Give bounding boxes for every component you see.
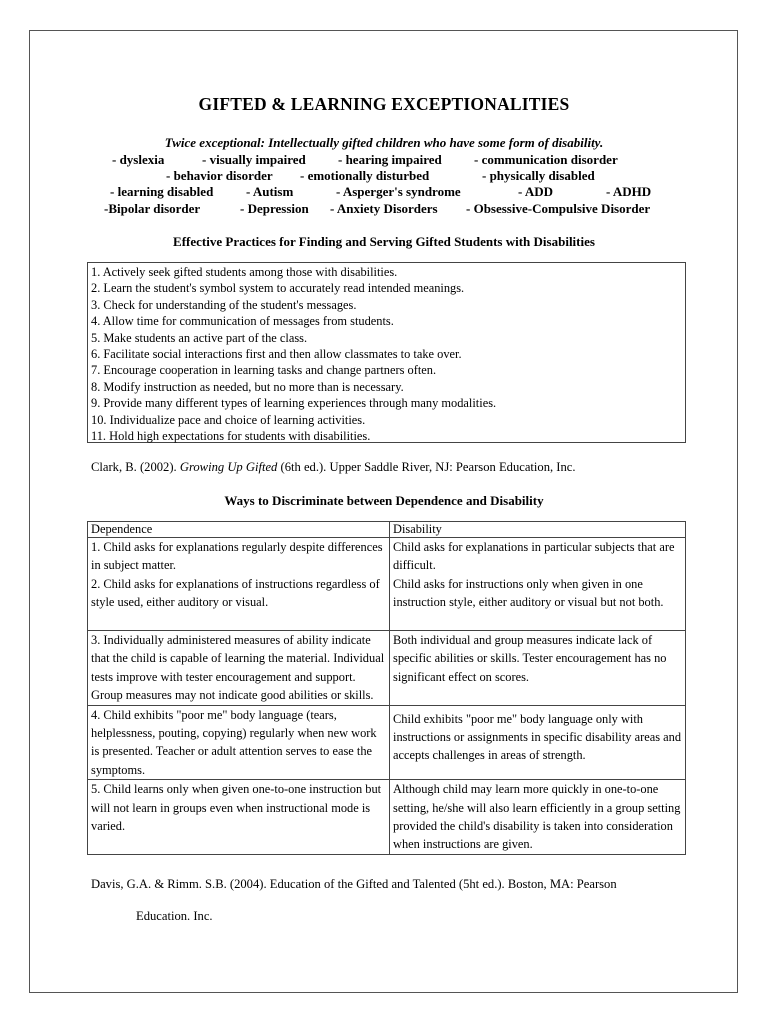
dependence-cell: 1. Child asks for explanations regularly despite differences in subject matter. 2. Child asks for explanations of instructions regardless of style used, either auditory or visual.: [88, 538, 390, 631]
disability-item: - behavior disorder: [166, 168, 273, 183]
citation-davis-line2: Education. Inc.: [136, 909, 213, 923]
citation-clark-publisher: (6th ed.). Upper Saddle River, NJ: Pearson Education, Inc.: [277, 460, 576, 474]
disability-item: - Obsessive-Compulsive Disorder: [466, 201, 651, 216]
table-row: [88, 705, 686, 780]
disability-item: - Depression: [240, 201, 309, 216]
practices-list: [87, 262, 686, 443]
disability-cell: Child asks for explanations in particular subjects that are difficult. Child asks for instructions only when given in one instruction style, either auditory or visual but not both.: [390, 538, 686, 631]
practice-item: 8. Modify instruction as needed, but no more than is necessary.: [91, 379, 404, 394]
practice-item: 2. Learn the student's symbol system to accurately read intended meanings.: [91, 281, 465, 296]
dependence-disability-table: [87, 521, 686, 855]
citation-clark: [91, 460, 576, 475]
citation-davis-line1: Davis, G.A. & Rimm. S.B. (2004). Education of the Gifted and Talented (5ht ed.). Boston, MA: Pearson: [91, 877, 617, 891]
practice-item: 11. Hold high expectations for students with disabilities.: [91, 429, 371, 444]
practices-heading: Effective Practices for Finding and Serving Gifted Students with Disabilities: [173, 234, 595, 249]
disability-item: - visually impaired: [202, 152, 306, 167]
practice-item: 6. Facilitate social interactions first and then allow classmates to take over.: [91, 347, 462, 362]
disability-row-1: [0, 152, 768, 169]
disability-item: - emotionally disturbed: [300, 168, 430, 183]
dependence-cell: 4. Child exhibits "poor me" body language (tears, helplessness, pouting, copying) regularly when new work is presented. Teacher or adult attention serves to ease the symptoms.: [88, 705, 390, 780]
column-header-dependence: Dependence: [88, 522, 390, 538]
table-heading: Ways to Discriminate between Dependence and Disability: [224, 493, 544, 508]
table-header-row: [88, 522, 686, 538]
disability-item: - ADHD: [606, 184, 652, 199]
citation-clark-book-title: Growing Up Gifted: [179, 460, 278, 474]
disability-item: - Autism: [246, 184, 294, 199]
table-row: [88, 538, 686, 631]
disability-cell: Although child may learn more quickly in one-to-one setting, he/she will also learn efficiently in a group setting provided the child's disability is taken into consideration when instructions are given.: [390, 780, 686, 855]
disability-item: - learning disabled: [110, 184, 214, 199]
practice-item: 4. Allow time for communication of messages from students.: [91, 314, 394, 329]
table-row: [88, 631, 686, 706]
practice-item: 7. Encourage cooperation in learning tasks and change partners often.: [91, 363, 437, 378]
disability-item: - dyslexia: [112, 152, 165, 167]
practice-item: 10. Individualize pace and choice of learning activities.: [91, 412, 366, 427]
disability-row-3: [0, 184, 768, 201]
practice-item: 3. Check for understanding of the student's messages.: [91, 297, 357, 312]
column-header-disability: Disability: [390, 522, 686, 538]
disability-item: - physically disabled: [482, 168, 595, 183]
disability-item: -Bipolar disorder: [104, 201, 201, 216]
subtitle: Twice exceptional: Intellectually gifted children who have some form of disability.: [164, 135, 604, 150]
disability-item: - communication disorder: [474, 152, 618, 167]
disability-cell: Both individual and group measures indicate lack of specific abilities or skills. Tester encouragement has no significant effect on scores.: [390, 631, 686, 706]
citation-clark-author: Clark, B. (2002).: [91, 460, 180, 474]
dependence-cell: 3. Individually administered measures of ability indicate that the child is capable of learning the material. Individual tests improve with tester encouragement and support. Group measures may not indicate good abilities or skills.: [88, 631, 390, 706]
practice-item: 1. Actively seek gifted students among those with disabilities.: [91, 265, 398, 279]
document-title: GIFTED & LEARNING EXCEPTIONALITIES: [198, 94, 570, 114]
practice-item: 9. Provide many different types of learning experiences through many modalities.: [91, 396, 497, 411]
table-row: [88, 780, 686, 855]
dependence-cell: 5. Child learns only when given one-to-one instruction but will not learn in groups even when instructional mode is varied.: [88, 780, 390, 855]
disability-item: - hearing impaired: [338, 152, 442, 167]
disability-cell: Child exhibits "poor me" body language only with instructions or assignments in specific disability areas and accepts challenges in areas of strength.: [390, 705, 686, 780]
disability-item: - Anxiety Disorders: [330, 201, 438, 216]
disability-item: - Asperger's syndrome: [336, 184, 461, 199]
disability-row-4: [0, 201, 768, 218]
disability-row-2: [0, 168, 768, 185]
practice-item: 5. Make students an active part of the class.: [91, 330, 308, 345]
disability-item: - ADD: [518, 184, 554, 199]
